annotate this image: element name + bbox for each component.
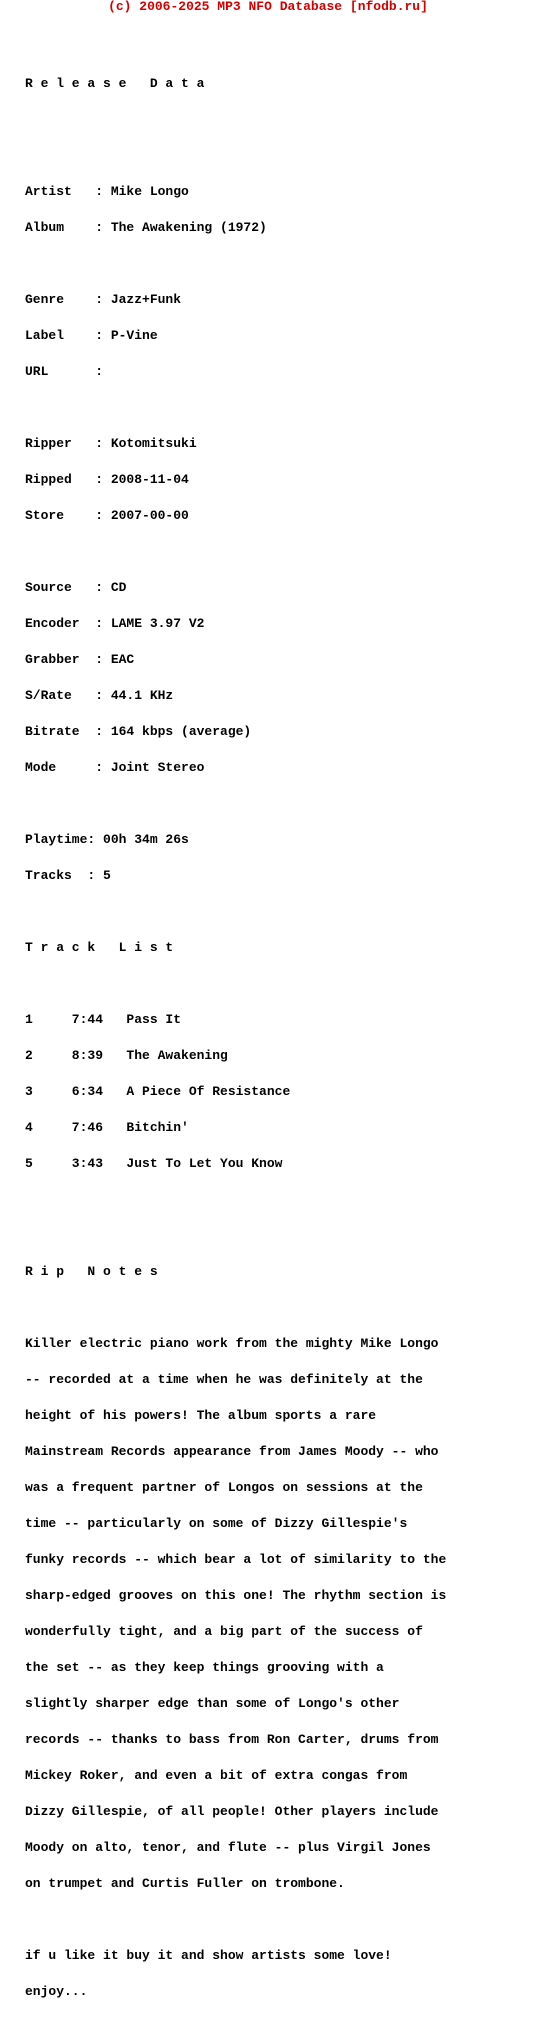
- field-genre: Genre : Jazz+Funk: [25, 292, 182, 307]
- note-line: Mickey Roker, and even a bit of extra congas from: [25, 1768, 408, 1783]
- outro-line: enjoy...: [25, 1984, 88, 1999]
- note-line: the set -- as they keep things grooving with a: [25, 1660, 384, 1675]
- field-url: URL :: [25, 364, 104, 379]
- field-artist: Artist : Mike Longo: [25, 184, 189, 199]
- field-encoder: Encoder : LAME 3.97 V2: [25, 616, 205, 631]
- note-line: Dizzy Gillespie, of all people! Other players include: [25, 1804, 439, 1819]
- track-row: 3 6:34 A Piece Of Resistance: [25, 1084, 291, 1099]
- track-row: 4 7:46 Bitchin': [25, 1120, 189, 1135]
- note-line: was a frequent partner of Longos on sessions at the: [25, 1480, 423, 1495]
- track-row: 2 8:39 The Awakening: [25, 1048, 228, 1063]
- blank-line: [25, 42, 446, 54]
- section-title-release: R e l e a s e D a t a: [25, 76, 205, 91]
- field-mode: Mode : Joint Stereo: [25, 760, 205, 775]
- field-tracks: Tracks : 5: [25, 868, 111, 883]
- track-row: 1 7:44 Pass It: [25, 1012, 182, 1027]
- note-line: time -- particularly on some of Dizzy Gillespie's: [25, 1516, 408, 1531]
- section-title-ripnotes: R i p N o t e s: [25, 1264, 158, 1279]
- track-row: 5 3:43 Just To Let You Know: [25, 1156, 283, 1171]
- field-store: Store : 2007-00-00: [25, 508, 189, 523]
- note-line: slightly sharper edge than some of Longo's other: [25, 1696, 400, 1711]
- field-source: Source : CD: [25, 580, 127, 595]
- nfo-text: [25, 18, 446, 2022]
- section-title-tracklist: T r a c k L i s t: [25, 940, 174, 955]
- note-line: Moody on alto, tenor, and flute -- plus Virgil Jones: [25, 1840, 431, 1855]
- note-line: Killer electric piano work from the mighty Mike Longo: [25, 1336, 439, 1351]
- note-line: funky records -- which bear a lot of similarity to the: [25, 1552, 447, 1567]
- note-line: on trumpet and Curtis Fuller on trombone.: [25, 1876, 345, 1891]
- field-srate: S/Rate : 44.1 KHz: [25, 688, 174, 703]
- note-line: Mainstream Records appearance from James Moody -- who: [25, 1444, 439, 1459]
- field-ripper: Ripper : Kotomitsuki: [25, 436, 197, 451]
- field-grabber: Grabber : EAC: [25, 652, 135, 667]
- site-header: (c) 2006-2025 MP3 NFO Database [nfodb.ru]: [108, 0, 428, 14]
- field-bitrate: Bitrate : 164 kbps (average): [25, 724, 252, 739]
- note-line: height of his powers! The album sports a rare: [25, 1408, 377, 1423]
- note-line: wonderfully tight, and a big part of the success of: [25, 1624, 423, 1639]
- note-line: records -- thanks to bass from Ron Carter, drums from: [25, 1732, 439, 1747]
- note-line: sharp-edged grooves on this one! The rhythm section is: [25, 1588, 447, 1603]
- outro-line: if u like it buy it and show artists some love!: [25, 1948, 392, 1963]
- note-line: -- recorded at a time when he was definitely at the: [25, 1372, 423, 1387]
- field-album: Album : The Awakening (1972): [25, 220, 267, 235]
- field-playtime: Playtime: 00h 34m 26s: [25, 832, 189, 847]
- field-label: Label : P-Vine: [25, 328, 158, 343]
- field-ripped: Ripped : 2008-11-04: [25, 472, 189, 487]
